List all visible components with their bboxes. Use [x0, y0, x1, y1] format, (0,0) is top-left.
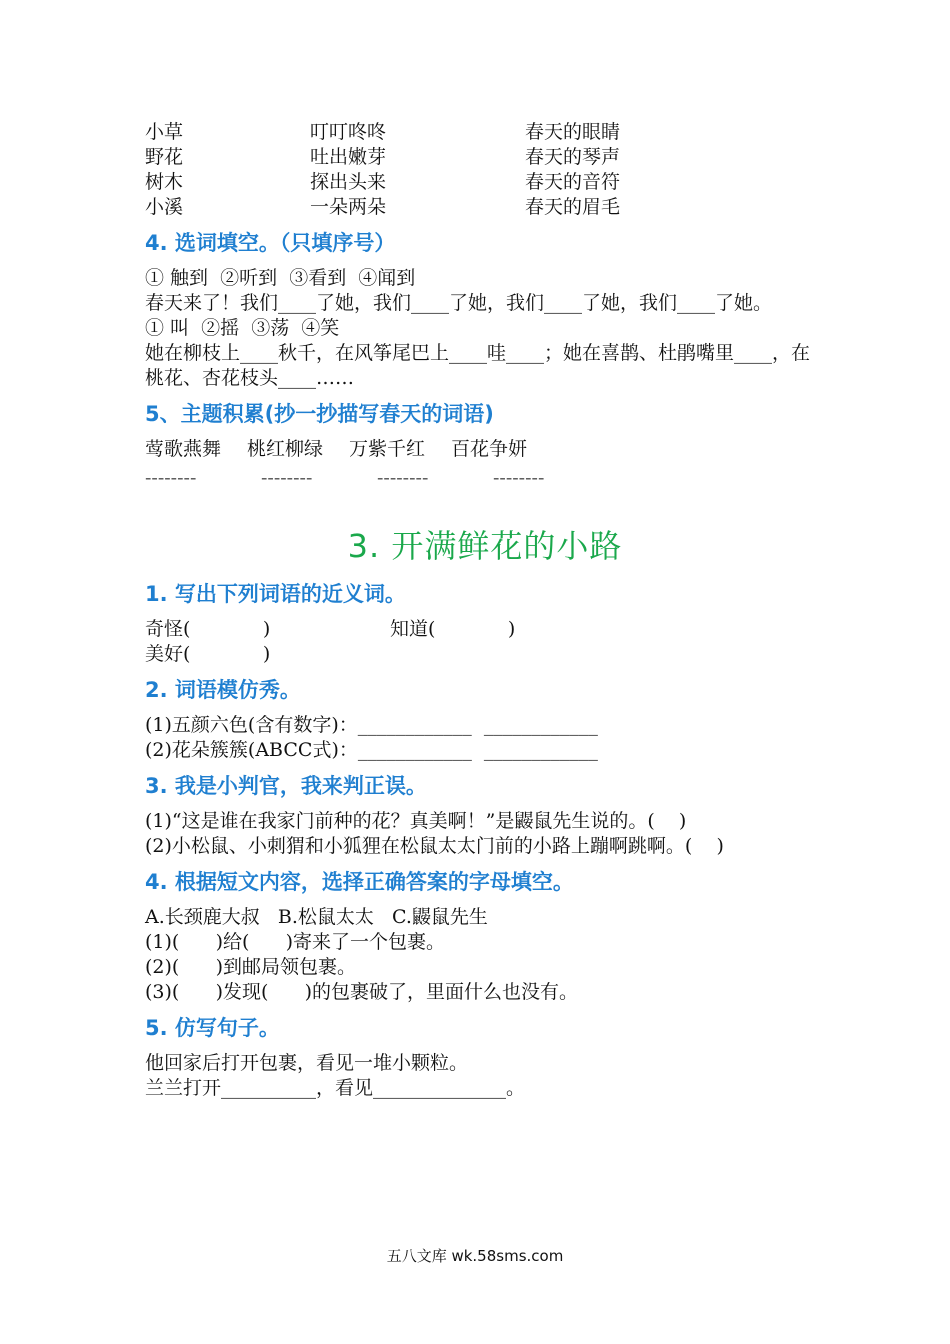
lesson-q4-line-3: (3)( )发现( )的包裹破了，里面什么也没有。 — [145, 981, 579, 1003]
worksheet-page — [145, 120, 825, 1101]
lesson-q3-line-1: (1)“这是谁在我家门前种的花？真美啊！”是鼹鼠先生说的。( ) — [145, 810, 687, 832]
lesson-q3-line-2: (2)小松鼠、小刺猬和小狐狸在松鼠太太门前的小路上蹦啊跳啊。( ) — [145, 835, 724, 857]
copy-blank: -------- — [377, 467, 429, 489]
word-cell: 树木 — [145, 171, 184, 193]
lesson-q1-heading: 1. 写出下列词语的近义词。 — [145, 582, 406, 606]
word-cell: 春天的眼睛 — [525, 121, 621, 143]
spring-word: 百花争妍 — [451, 438, 528, 460]
word-cell: 探出头来 — [310, 171, 387, 193]
q4-sentence-1: 春天来了！我们____了她，我们____了她，我们____了她，我们____了她。 — [145, 292, 773, 314]
lesson-q2-heading: 2. 词语模仿秀。 — [145, 678, 301, 702]
lesson-q5-heading: 5. 仿写句子。 — [145, 1016, 280, 1040]
lesson-q4-options: A.长颈鹿大叔 B.松鼠太太 C.鼹鼠先生 — [145, 906, 488, 928]
word-cell: 春天的眉毛 — [525, 196, 621, 218]
copy-blank: -------- — [493, 467, 545, 489]
lesson-q2-line-1: (1)五颜六色(含有数字)：____________ ____________ — [145, 714, 598, 736]
section-heading-q4: 4. 选词填空。（只填序号） — [145, 231, 396, 255]
q4-options-1: ① 触到 ②听到 ③看到 ④闻到 — [145, 267, 416, 289]
lesson-q5-example: 他回家后打开包裹，看见一堆小颗粒。 — [145, 1052, 469, 1074]
lesson-q3-heading: 3. 我是小判官，我来判正误。 — [145, 774, 427, 798]
q4-options-2: ① 叫 ②摇 ③荡 ④笑 — [145, 317, 340, 339]
word-cell: 小溪 — [145, 196, 184, 218]
word-matching-table — [145, 120, 825, 220]
q4-sentence-2: 她在柳枝上____秋千，在风筝尾巴上____哇____；她在喜鹊、杜鹃嘴里____，在桃花、杏花枝头____…… — [145, 342, 811, 389]
synonym-item: 知道( ) — [390, 618, 516, 640]
lesson-title: 3. 开满鲜花的小路 — [347, 527, 623, 565]
word-cell: 叮叮咚咚 — [310, 121, 387, 143]
synonym-item: 奇怪( ) — [145, 618, 271, 640]
q5-blanks-row — [145, 466, 825, 491]
copy-blank: -------- — [261, 467, 313, 489]
word-cell: 春天的琴声 — [525, 146, 621, 168]
lesson-q1-row-1 — [145, 617, 825, 642]
lesson-q5-blank-line: 兰兰打开__________，看见______________。 — [145, 1077, 526, 1099]
word-cell: 春天的音符 — [525, 171, 621, 193]
lesson-q4-line-1: (1)( )给( )寄来了一个包裹。 — [145, 931, 446, 953]
lesson-q4-line-2: (2)( )到邮局领包裹。 — [145, 956, 356, 978]
synonym-item: 美好( ) — [145, 643, 271, 665]
lesson-q4-heading: 4. 根据短文内容，选择正确答案的字母填空。 — [145, 870, 574, 894]
spring-word: 万紫千红 — [349, 438, 426, 460]
spring-word: 桃红柳绿 — [247, 438, 324, 460]
spring-word: 莺歌燕舞 — [145, 438, 222, 460]
q5-words-row — [145, 437, 825, 462]
word-cell: 一朵两朵 — [310, 196, 387, 218]
section-heading-q5: 5、主题积累(抄一抄描写春天的词语) — [145, 402, 494, 426]
copy-blank: -------- — [145, 467, 197, 489]
lesson-q2-line-2: (2)花朵簇簇(ABCC式)：____________ ____________ — [145, 739, 598, 761]
word-cell: 小草 — [145, 121, 184, 143]
word-cell: 吐出嫩芽 — [310, 146, 387, 168]
word-cell: 野花 — [145, 146, 184, 168]
footer-watermark: 五八文库 wk.58sms.com — [386, 1247, 564, 1265]
